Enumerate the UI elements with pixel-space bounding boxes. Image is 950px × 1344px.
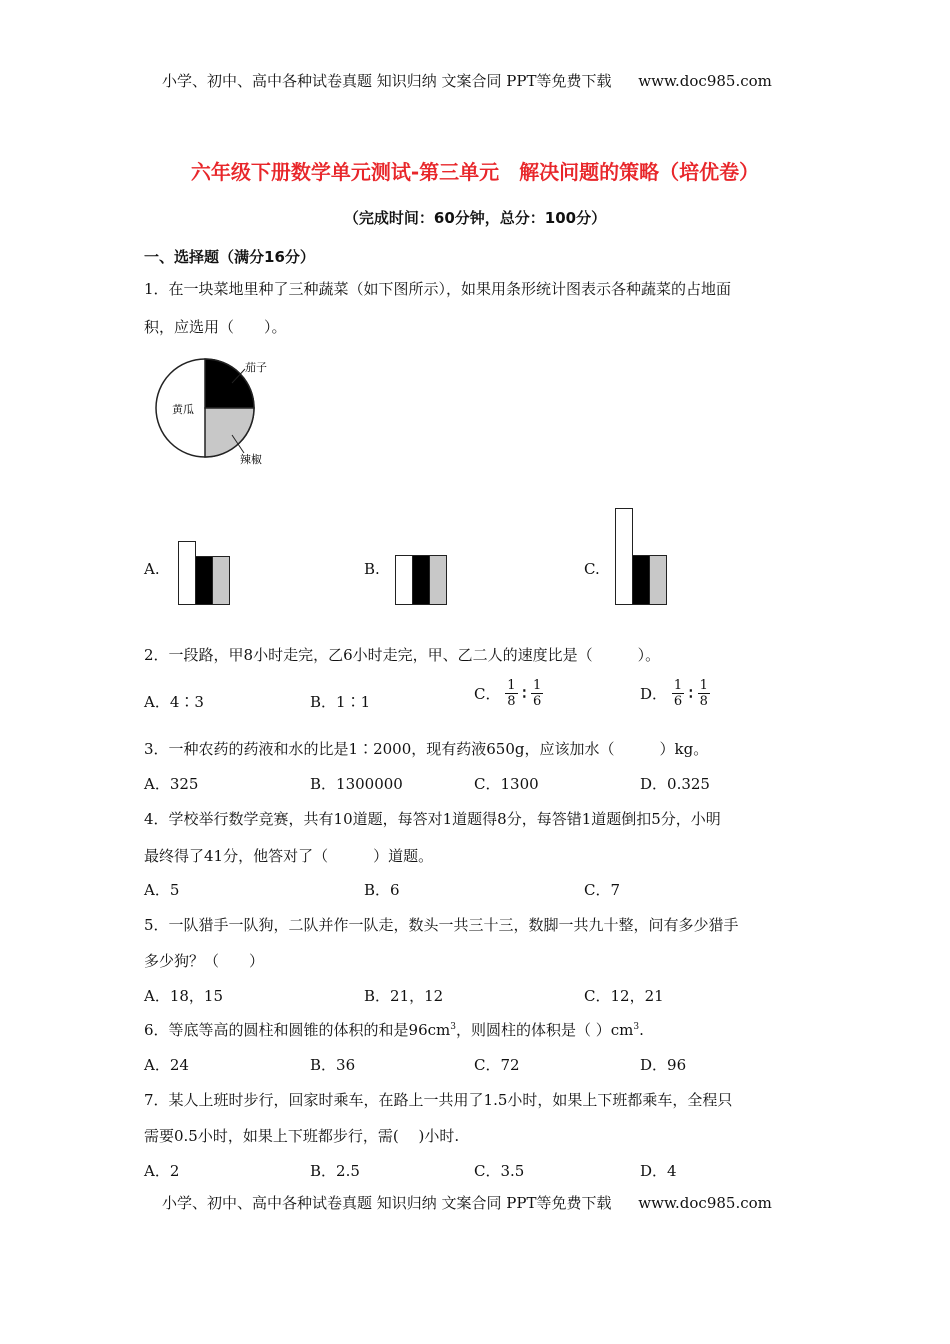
q7-line1: 7．某人上班时步行，回家时乘车，在路上一共用了1.5小时，如果上下班都乘车，全程只 <box>144 1091 733 1109</box>
q2-option-a[interactable]: A．4∶3 <box>144 693 204 711</box>
q4-line2: 最终得了41分，他答对了（ ）道题。 <box>144 847 434 865</box>
pie-slice-pepper <box>205 408 254 457</box>
q5-line1: 5．一队猎手一队狗，二队并作一队走，数头一共三十三，数脚一共九十整，问有多少猎手 <box>144 916 739 934</box>
q7-option-a[interactable]: A．2 <box>144 1162 180 1180</box>
vegetable-pie-chart <box>150 355 290 467</box>
q1-option-c-label[interactable]: C. <box>584 560 600 578</box>
pie-label-pepper: 辣椒 <box>240 453 262 466</box>
q2-option-b[interactable]: B．1∶1 <box>310 693 371 711</box>
q3-option-c[interactable]: C．1300 <box>474 775 539 793</box>
q5-option-c[interactable]: C．12，21 <box>584 987 664 1005</box>
q1-option-b-label[interactable]: B. <box>364 560 380 578</box>
header-url[interactable]: www.doc985.com <box>638 72 772 90</box>
q3-text: 3．一种农药的药液和水的比是1∶2000，现有药液650g，应该加水（ ）kg。 <box>144 740 709 758</box>
q3-option-d[interactable]: D．0.325 <box>640 775 710 793</box>
q6-option-b[interactable]: B．36 <box>310 1056 356 1074</box>
q1-line1: 1．在一块菜地里种了三种蔬菜（如下图所示），如果用条形统计图表示各种蔬菜的占地面 <box>144 280 732 298</box>
page-header: 小学、初中、高中各种试卷真题 知识归纳 文案合同 PPT等免费下载 www.doc985.com <box>162 72 772 90</box>
q1-line2: 积，应选用（ ）。 <box>144 318 287 336</box>
q5-line2: 多少狗？（ ） <box>144 952 265 970</box>
q2-option-d[interactable]: D． $\frac{1}{6}$ ∶ $\frac{1}{8}$ <box>640 678 708 709</box>
page-title: 六年级下册数学单元测试-第三单元 解决问题的策略（培优卷） <box>190 160 760 184</box>
page-subtitle: （完成时间：60分钟，总分：100分） <box>343 209 607 227</box>
section-heading: 一、选择题（满分16分） <box>144 248 315 266</box>
footer-url[interactable]: www.doc985.com <box>638 1194 772 1212</box>
q6-option-d[interactable]: D．96 <box>640 1056 687 1074</box>
page-footer: 小学、初中、高中各种试卷真题 知识归纳 文案合同 PPT等免费下载 www.doc985.com <box>162 1194 772 1212</box>
pie-label-eggplant: 茄子 <box>245 361 267 374</box>
q3-option-a[interactable]: A．325 <box>144 775 199 793</box>
q6-text: 6．等底等高的圆柱和圆锥的体积的和是$96cm^3$，则圆柱的体积是（ ）$cm^3$. <box>144 1021 644 1039</box>
q5-option-b[interactable]: B．21，12 <box>364 987 444 1005</box>
q4-option-b[interactable]: B．6 <box>364 881 400 899</box>
q7-option-b[interactable]: B．2.5 <box>310 1162 360 1180</box>
q6-option-a[interactable]: A．24 <box>144 1056 189 1074</box>
q6-option-c[interactable]: C．72 <box>474 1056 520 1074</box>
q5-option-a[interactable]: A．18，15 <box>144 987 224 1005</box>
q7-option-c[interactable]: C．3.5 <box>474 1162 525 1180</box>
q1-option-a-label[interactable]: A. <box>144 560 160 578</box>
q4-option-c[interactable]: C．7 <box>584 881 621 899</box>
q7-line2: 需要0.5小时，如果上下班都步行，需( )小时. <box>144 1127 460 1145</box>
q4-line1: 4．学校举行数学竞赛，共有10道题，每答对1道题得8分，每答错1道题倒扣5分，小明 <box>144 810 721 828</box>
q4-option-a[interactable]: A．5 <box>144 881 180 899</box>
q2-text: 2．一段路，甲8小时走完，乙6小时走完，甲、乙二人的速度比是（ ）。 <box>144 646 661 664</box>
q2-option-c[interactable]: C． $\frac{1}{8}$ ∶ $\frac{1}{6}$ <box>474 678 542 709</box>
q7-option-d[interactable]: D．4 <box>640 1162 677 1180</box>
pie-label-cucumber: 黄瓜 <box>172 403 194 416</box>
q3-option-b[interactable]: B．1300000 <box>310 775 403 793</box>
